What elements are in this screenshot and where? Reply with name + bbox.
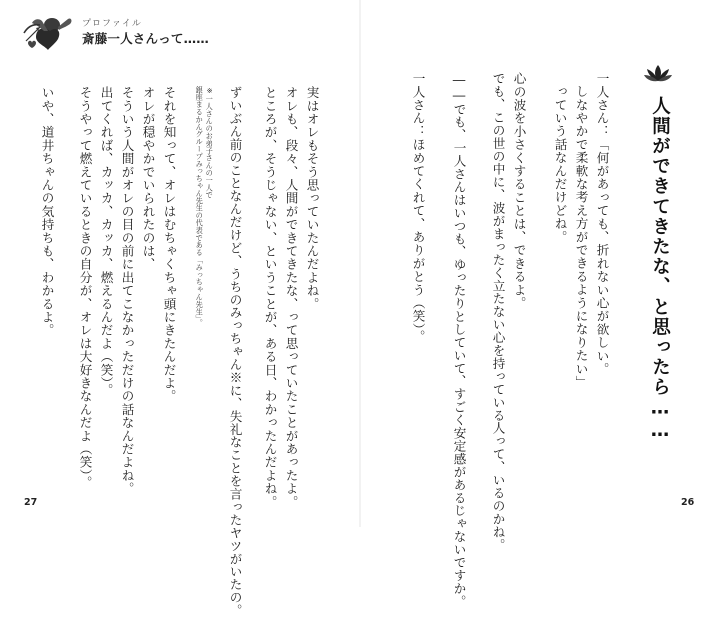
page-number-right: 26 <box>681 497 695 508</box>
body-line: 心の波を小さくすることは、できるよ。 <box>511 72 527 310</box>
body-line: 出てくれば、カッカ、カッカ、燃えるんだよ（笑）。 <box>98 86 114 397</box>
body-line: ――でも、一人さんはいつも、ゆったりとしていて、すごく安定感があるじゃないですか。 <box>451 72 467 608</box>
body-line: 実はオレもそう思っていたんだよね。 <box>304 86 320 311</box>
body-line: っていう話なんだけどね。 <box>552 85 568 244</box>
lotus-icon <box>643 63 673 83</box>
body-line: ところが、そうじゃない、ということが、ある日、わかったんだよね。 <box>262 86 278 509</box>
body-line: しなやかで柔軟な考え方ができるようになりたい」 <box>573 85 589 389</box>
footnote-line: ※一人さんのお弟子さんの一人で <box>205 86 215 199</box>
body-line: それを知って、オレはむちゃくちゃ頭にきたんだよ。 <box>161 86 177 403</box>
body-line: ずいぶん前のことなんだけど、うちのみっちゃん※に、失礼なことを言ったヤツがいたの。 <box>227 86 243 617</box>
body-line: オレも、段々、人間ができてきたな、って思っていたことがあったよ。 <box>283 86 299 509</box>
body-line: そうやって燃えているときの自分が、オレは大好きなんだよ（笑）。 <box>77 86 93 489</box>
cupid-icon <box>22 13 74 53</box>
chapter-header <box>22 13 222 53</box>
body-line: いや、道井ちゃんの気持ちも、わかるよ。 <box>39 86 55 337</box>
chapter-subtitle: 斎藤一人さんって…… <box>82 31 210 46</box>
body-line: そういう人間がオレの目の前に出てこなかっただけの話なんだよね。 <box>119 86 135 496</box>
body-line: 一人さん：「何があっても、折れない心が欲しい。 <box>594 72 610 376</box>
profile-label: プロファイル <box>82 19 142 29</box>
body-line: でも、この世の中に、波がまったく立たない心を持っている人って、いるのかね。 <box>490 72 506 552</box>
section-heading: 人間ができてきたな、と思ったら…… <box>649 96 671 443</box>
body-line: 一人さん：ほめてくれて、ありがとう（笑）。 <box>410 72 426 343</box>
body-line: オレが穏やかでいられたのは、 <box>140 86 156 271</box>
page-number-left: 27 <box>24 497 38 508</box>
page-gutter <box>359 0 361 527</box>
footnote-line: 銀座まるかんグループみっちゃん先生の代表である「みっちゃん先生」。 <box>195 86 205 327</box>
